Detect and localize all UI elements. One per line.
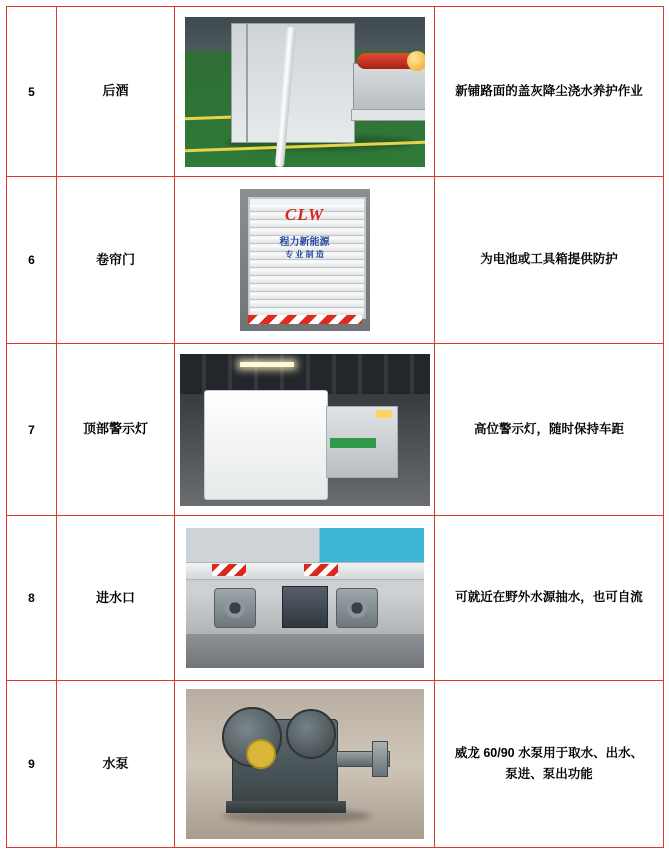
inlet-valve-shape: [336, 588, 378, 628]
row-description-cell: [435, 177, 664, 344]
row-index: 8: [28, 591, 35, 605]
row-index: 7: [28, 422, 35, 437]
bumper-shape: [351, 109, 425, 121]
row-photo-cell: [175, 681, 435, 848]
brand-text-secondary: 专 业 制 造: [285, 250, 324, 259]
pump-head-secondary-shape: [286, 709, 336, 759]
green-panel-shape: [330, 438, 376, 448]
row-name-cell: [57, 681, 175, 848]
table-row: [7, 681, 664, 848]
row-index: 9: [28, 757, 35, 771]
table-row: [7, 344, 664, 516]
row-index-cell: [7, 516, 57, 681]
reflective-tape-icon: [304, 564, 338, 576]
row-description: 高位警示灯，随时保持车距: [473, 421, 624, 436]
row-index: 5: [28, 84, 35, 99]
row-index: 6: [28, 253, 35, 267]
valve-housing-shape: [282, 586, 328, 628]
row-description-cell: [435, 516, 664, 681]
row-index-cell: [7, 681, 57, 848]
row-description-cell: [435, 344, 664, 516]
row-name-cell: [57, 177, 175, 344]
table-row: [7, 177, 664, 344]
brand-text-primary: 程力新能源: [279, 237, 330, 248]
clw-logo: CLW: [284, 205, 325, 224]
warehouse-ceiling-shape: [180, 354, 430, 394]
pump-label-icon: [246, 739, 276, 769]
water-inlet-photo: [186, 528, 424, 668]
rear-sprinkler-photo: [185, 17, 425, 167]
top-warning-lamp-photo: [180, 354, 430, 506]
tank-body-shape: [204, 390, 328, 500]
inlet-valve-shape: [214, 588, 256, 628]
amber-beacon-icon: [407, 51, 425, 71]
row-index-cell: [7, 344, 57, 516]
row-index-cell: [7, 7, 57, 177]
row-name: 水泵: [102, 755, 129, 771]
row-photo-cell: [175, 7, 435, 177]
row-name: 卷帘门: [95, 251, 135, 267]
row-name: 顶部警示灯: [82, 421, 148, 437]
row-photo-cell: [175, 177, 435, 344]
pump-base-shape: [226, 801, 346, 813]
row-description: 新铺路面的盖灰降尘浇水养护作业: [455, 83, 643, 98]
reflective-tape-icon: [212, 564, 246, 576]
row-description: 可就近在野外水源抽水，也可自流: [455, 590, 643, 605]
table-row: [7, 516, 664, 681]
row-name-cell: [57, 516, 175, 681]
row-description-cell: [435, 681, 664, 848]
reflective-stripe-shape: [248, 315, 362, 324]
water-pump-photo: [186, 689, 424, 839]
row-photo-cell: [175, 344, 435, 516]
row-photo-cell: [175, 516, 435, 681]
pump-flange-shape: [372, 741, 388, 777]
row-name: 后酒: [102, 83, 129, 99]
row-description: 威龙 60/90 水泵用于取水、出水、泵进、泵出功能: [454, 745, 644, 781]
spec-table: [6, 6, 664, 848]
row-name-cell: [57, 344, 175, 516]
roller-shutter-door-photo: [240, 189, 370, 331]
row-description-cell: [435, 7, 664, 177]
row-description: 为电池或工具箱提供防护: [480, 252, 618, 267]
row-index-cell: [7, 177, 57, 344]
row-name-cell: [57, 7, 175, 177]
ceiling-light-icon: [240, 362, 294, 367]
warning-lamp-icon: [376, 410, 392, 418]
background-band-shape: [186, 528, 424, 562]
row-name: 进水口: [95, 589, 135, 605]
ground-shape: [186, 634, 424, 668]
table-row: [7, 7, 664, 177]
